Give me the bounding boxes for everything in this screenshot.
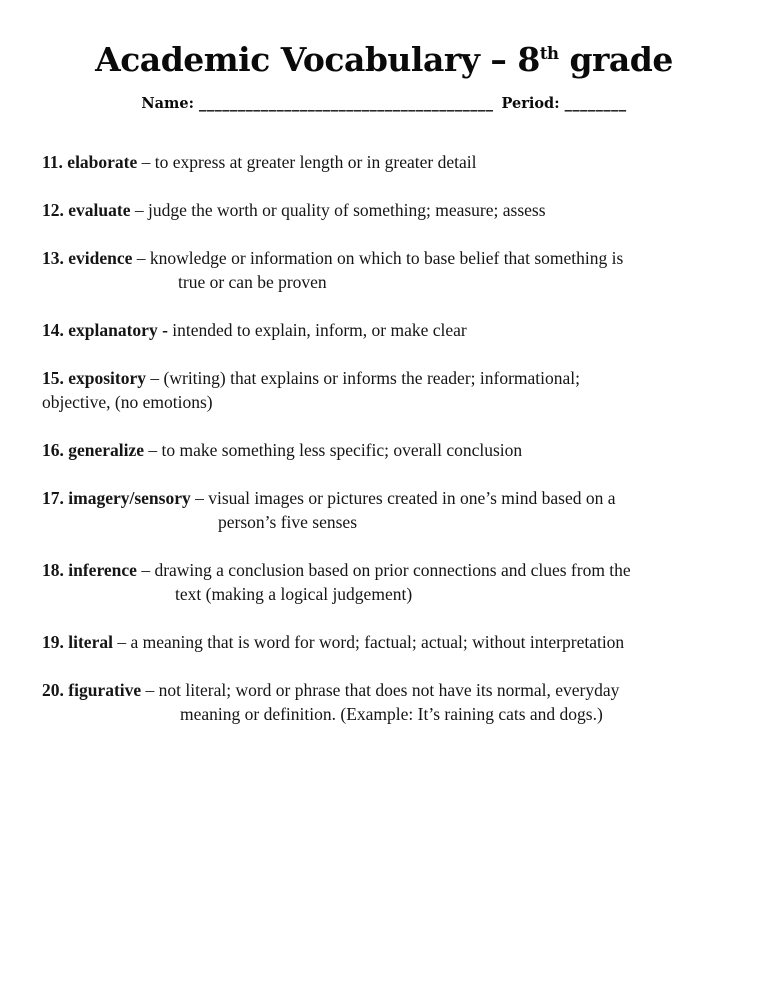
title-suffix: grade bbox=[558, 40, 673, 79]
vocab-definition: knowledge or information on which to base belief that something is bbox=[149, 248, 624, 268]
vocab-definition-continuation: person’s five senses bbox=[218, 512, 358, 532]
separator: – bbox=[144, 440, 162, 460]
vocab-item-19 bbox=[42, 630, 726, 654]
separator: – bbox=[190, 488, 209, 508]
vocab-definition: to express at greater length or in greater detail bbox=[154, 152, 477, 172]
vocab-definition-continuation: meaning or definition. (Example: It’s raining cats and dogs.) bbox=[180, 704, 603, 724]
vocab-number-term: 14. explanatory bbox=[42, 320, 158, 340]
vocab-item-17 bbox=[42, 486, 726, 534]
vocab-definition: not literal; word or phrase that does not have its normal, everyday bbox=[158, 680, 620, 700]
page-title bbox=[0, 40, 768, 79]
separator: – bbox=[130, 200, 148, 220]
vocab-number-term: 17. imagery/sensory bbox=[42, 488, 191, 508]
separator: – bbox=[137, 152, 155, 172]
vocab-number-term: 11. elaborate bbox=[42, 152, 138, 172]
separator: – bbox=[146, 368, 164, 388]
vocab-definition: drawing a conclusion based on prior connections and clues from the bbox=[154, 560, 631, 580]
vocab-definition: judge the worth or quality of something; measure; assess bbox=[147, 200, 546, 220]
separator: – bbox=[136, 560, 155, 580]
vocab-number-term: 18. inference bbox=[42, 560, 137, 580]
vocab-number-term: 15. expository bbox=[42, 368, 147, 388]
vocab-item-15 bbox=[42, 366, 726, 414]
vocab-item-18 bbox=[42, 558, 726, 606]
vocab-definition: a meaning that is word for word; factual; actual; without interpretation bbox=[130, 632, 625, 652]
vocab-item-12 bbox=[42, 198, 726, 222]
separator: – bbox=[132, 248, 150, 268]
vocab-definition-continuation: true or can be proven bbox=[178, 272, 327, 292]
vocab-number-term: 16. generalize bbox=[42, 440, 145, 460]
vocab-definition: visual images or pictures created in one’s mind based on a bbox=[208, 488, 616, 508]
period-label: Period: bbox=[501, 95, 560, 112]
vocab-item-11 bbox=[42, 150, 726, 174]
separator: – bbox=[112, 632, 131, 652]
vocab-item-16 bbox=[42, 438, 726, 462]
separator: - bbox=[157, 320, 173, 340]
vocab-definition-continuation: text (making a logical judgement) bbox=[175, 584, 413, 604]
vocab-item-13 bbox=[42, 246, 726, 294]
name-period-line bbox=[0, 95, 768, 112]
name-blank: ______________________________________ bbox=[199, 95, 494, 112]
vocab-definition-continuation: objective, (no emotions) bbox=[42, 392, 213, 412]
title-superscript: th bbox=[539, 44, 559, 63]
separator: – bbox=[141, 680, 159, 700]
vocab-definition: (writing) that explains or informs the reader; informational; bbox=[163, 368, 581, 388]
vocab-number-term: 20. figurative bbox=[42, 680, 142, 700]
vocab-item-20 bbox=[42, 678, 726, 726]
title-text: Academic Vocabulary – 8 bbox=[95, 40, 540, 79]
vocab-number-term: 12. evaluate bbox=[42, 200, 131, 220]
vocab-definition: to make something less specific; overall conclusion bbox=[161, 440, 523, 460]
vocab-number-term: 19. literal bbox=[42, 632, 113, 652]
name-label: Name: bbox=[141, 95, 194, 112]
vocab-number-term: 13. evidence bbox=[42, 248, 133, 268]
vocab-definition: intended to explain, inform, or make clear bbox=[172, 320, 467, 340]
vocab-item-14 bbox=[42, 318, 726, 342]
vocab-list bbox=[42, 150, 726, 726]
period-blank: ________ bbox=[564, 95, 627, 112]
